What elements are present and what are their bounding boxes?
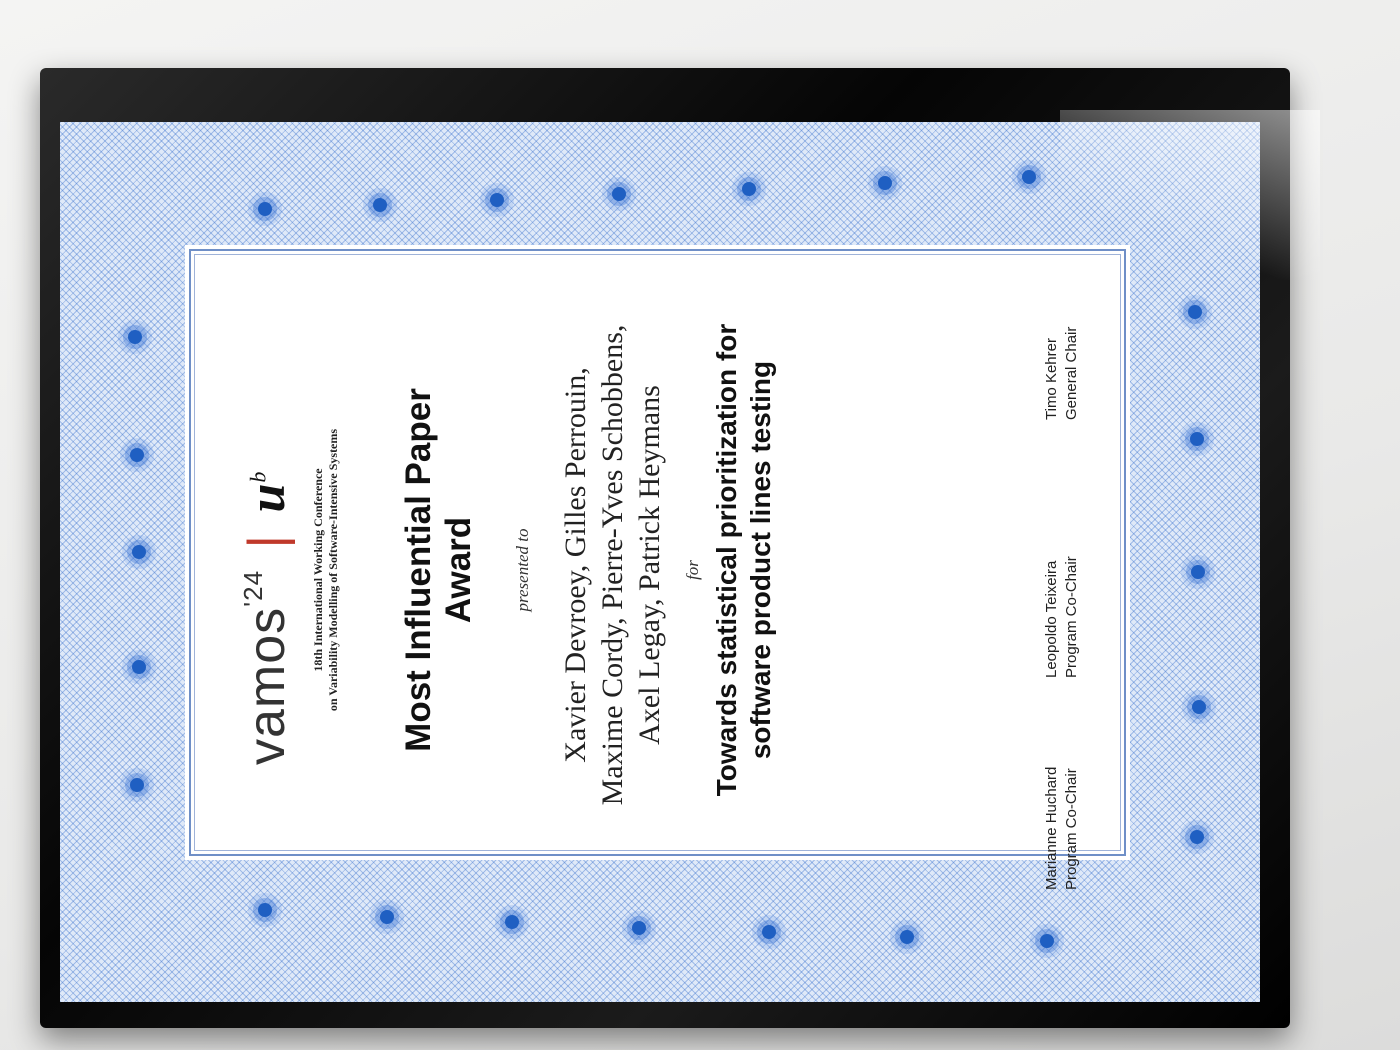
ornament-star-icon [373, 198, 387, 212]
conference-line-1: 18th International Working Conference [311, 468, 325, 672]
ornament-star-icon [1188, 305, 1202, 319]
ornament-star-icon [742, 182, 756, 196]
ornament-star-icon [632, 921, 646, 935]
logo-text: vamos [238, 606, 296, 765]
ornament-star-icon [132, 660, 146, 674]
paper-title-line-2: software product lines testing [745, 360, 776, 760]
ornament-star-icon [128, 330, 142, 344]
award-title-line-2: Award [439, 516, 478, 624]
ornament-star-icon [490, 193, 504, 207]
ornament-star-icon [762, 925, 776, 939]
vamos-logo: vamos$^{'24}$ | $u^b$ [237, 470, 296, 765]
authors-line-3: Axel Legay, Patrick Heymans [633, 385, 666, 745]
ornament-star-icon [1022, 170, 1036, 184]
signatory-role: Program Co-Chair [1063, 556, 1080, 678]
award-title [399, 330, 479, 810]
certificate-text [185, 245, 1130, 860]
conference-name [311, 330, 341, 810]
ornament-star-icon [1190, 830, 1204, 844]
paper-title-line-1: Towards statistical prioritization for [711, 323, 742, 797]
signatory-2 [1042, 556, 1082, 678]
signatory-name: Timo Kehrer [1043, 338, 1060, 420]
ornament-star-icon [132, 545, 146, 559]
unibe-logo-sup: b [245, 470, 271, 483]
authors-line-1: Xavier Devroey, Gilles Perrouin, [559, 367, 592, 763]
presented-to-label: presented to [513, 528, 532, 612]
ornament-star-icon [258, 903, 272, 917]
signatory-1 [1042, 767, 1082, 890]
ornament-star-icon [1191, 565, 1205, 579]
ornament-star-icon [1190, 432, 1204, 446]
ornament-star-icon [900, 930, 914, 944]
ornament-star-icon [130, 448, 144, 462]
unibe-logo-mark: u [239, 482, 296, 513]
ornament-star-icon [258, 202, 272, 216]
ornament-star-icon [1040, 934, 1054, 948]
for-label: for [683, 560, 702, 580]
signatory-name: Leopoldo Teixeira [1043, 560, 1060, 678]
glass-glare [1060, 110, 1320, 280]
conference-line-2: on Variability Modelling of Software-Intensive Systems [326, 428, 340, 712]
ornament-star-icon [505, 915, 519, 929]
ornament-star-icon [130, 778, 144, 792]
ornament-star-icon [380, 910, 394, 924]
ornament-star-icon [1192, 700, 1206, 714]
signatory-name: Marianne Huchard [1043, 766, 1060, 890]
signatory-role: Program Co-Chair [1063, 768, 1080, 890]
authors [557, 310, 668, 820]
paper-title [710, 280, 778, 840]
signatory-role: General Chair [1063, 326, 1080, 420]
logo-year: '24 [237, 569, 268, 607]
award-title-line-1: Most Influential Paper [399, 388, 438, 752]
ornament-star-icon [612, 187, 626, 201]
ornament-star-icon [878, 176, 892, 190]
authors-line-2: Maxime Cordy, Pierre-Yves Schobbens, [596, 324, 629, 806]
signatory-3 [1042, 327, 1082, 420]
